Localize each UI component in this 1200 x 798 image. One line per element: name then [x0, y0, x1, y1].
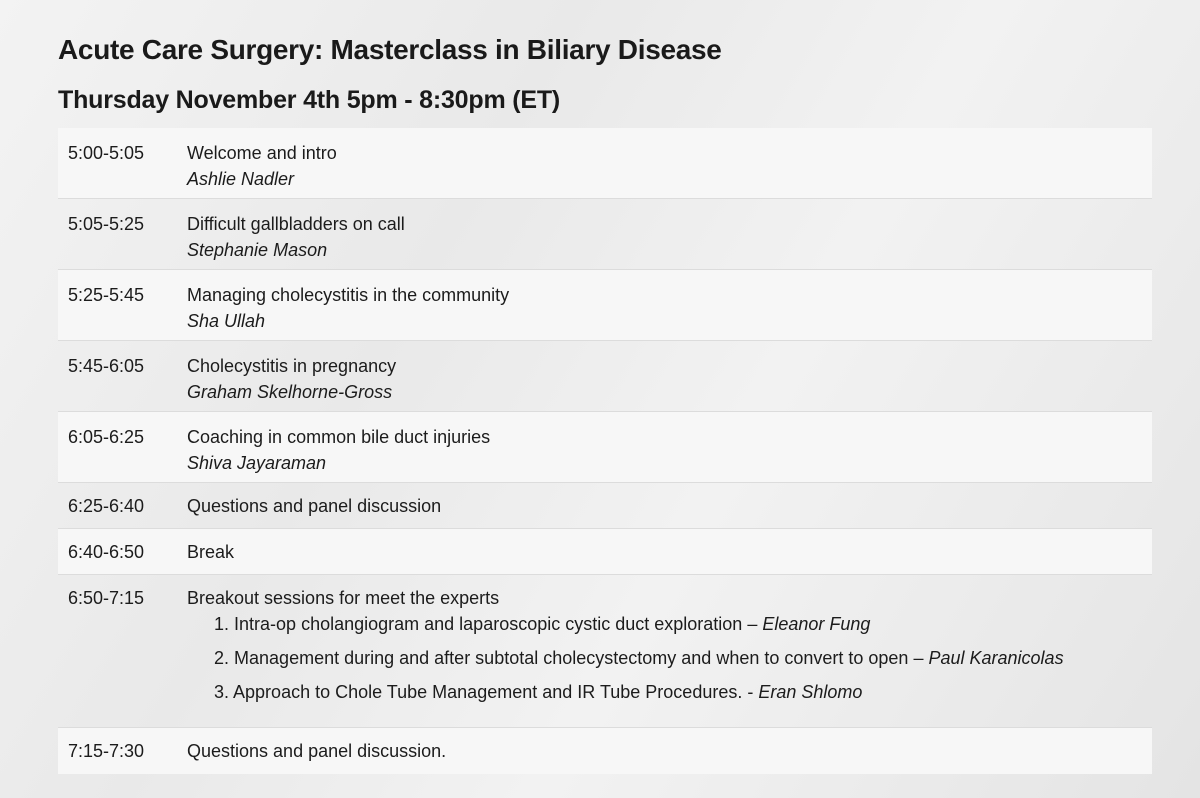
breakout-number: 2. — [214, 648, 230, 668]
breakout-speaker: Eran Shlomo — [758, 682, 863, 702]
breakout-session-item — [214, 611, 1152, 637]
session-speaker: Ashlie Nadler — [187, 169, 295, 189]
session-speaker: Graham Skelhorne-Gross — [187, 382, 393, 402]
schedule-row — [58, 575, 1152, 728]
session-topic: Welcome and intro — [187, 143, 337, 163]
session-content — [187, 585, 1152, 727]
session-time: 6:50-7:15 — [68, 588, 145, 608]
breakout-number: 3. — [214, 682, 230, 702]
session-speaker: Stephanie Mason — [187, 240, 328, 260]
breakout-number: 1. — [214, 614, 230, 634]
session-content — [187, 539, 1152, 574]
session-time: 6:05-6:25 — [68, 427, 145, 447]
session-topic: Cholecystitis in pregnancy — [187, 356, 397, 376]
session-time: 7:15-7:30 — [68, 741, 145, 761]
session-time: 6:40-6:50 — [68, 542, 145, 562]
schedule-row — [58, 728, 1152, 774]
session-content — [187, 738, 1152, 774]
schedule-row — [58, 483, 1152, 529]
session-topic: Questions and panel discussion. — [187, 741, 447, 761]
session-time: 5:45-6:05 — [68, 356, 145, 376]
session-content — [187, 140, 1152, 198]
session-topic: Break — [187, 542, 235, 562]
event-date-subtitle: Thursday November 4th 5pm - 8:30pm (ET) — [58, 86, 561, 114]
session-time: 6:25-6:40 — [68, 496, 145, 516]
schedule-row — [58, 270, 1152, 341]
session-time: 5:25-5:45 — [68, 285, 145, 305]
session-topic: Questions and panel discussion — [187, 496, 442, 516]
schedule-table — [58, 128, 1152, 774]
session-topic: Breakout sessions for meet the experts — [187, 588, 500, 608]
schedule-row — [58, 529, 1152, 575]
session-time: 5:00-5:05 — [68, 143, 145, 163]
breakout-title: Approach to Chole Tube Management and IR Tube Procedures. - — [233, 682, 754, 702]
breakout-speaker: Paul Karanicolas — [928, 648, 1064, 668]
breakout-speaker: Eleanor Fung — [762, 614, 871, 634]
session-speaker: Sha Ullah — [187, 311, 266, 331]
breakout-session-item — [214, 645, 1152, 671]
schedule-row — [58, 412, 1152, 483]
schedule-row — [58, 341, 1152, 412]
session-speaker: Shiva Jayaraman — [187, 453, 327, 473]
session-content — [187, 353, 1152, 411]
breakout-session-list — [187, 611, 1152, 705]
session-content — [187, 282, 1152, 340]
page-title: Acute Care Surgery: Masterclass in Biliary Disease — [58, 34, 722, 65]
breakout-title: Management during and after subtotal cholecystectomy and when to convert to open – — [234, 648, 924, 668]
session-time: 5:05-5:25 — [68, 214, 145, 234]
schedule-row — [58, 128, 1152, 199]
session-topic: Coaching in common bile duct injuries — [187, 427, 491, 447]
schedule-row — [58, 199, 1152, 270]
session-content — [187, 211, 1152, 269]
breakout-title: Intra-op cholangiogram and laparoscopic cystic duct exploration – — [234, 614, 758, 634]
session-content — [187, 493, 1152, 528]
breakout-session-item — [214, 679, 1152, 705]
session-topic: Managing cholecystitis in the community — [187, 285, 510, 305]
session-topic: Difficult gallbladders on call — [187, 214, 405, 234]
session-content — [187, 424, 1152, 482]
